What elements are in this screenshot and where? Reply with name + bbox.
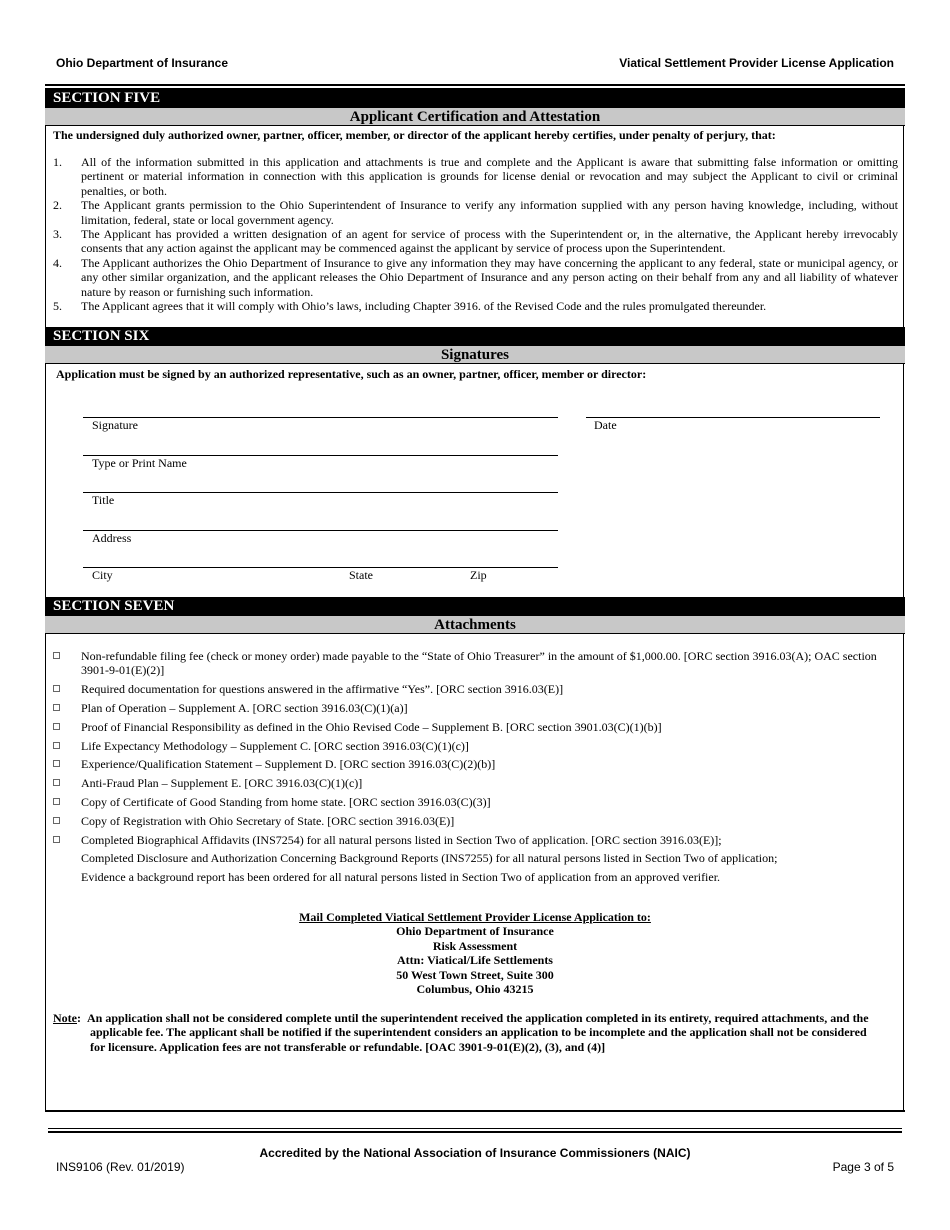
date-line[interactable] [586,417,880,418]
certification-list [53,155,898,313]
attachment-item [53,739,898,753]
date-label: Date [594,418,617,432]
footer-page-number: Page 3 of 5 [832,1160,894,1174]
bottom-frame-rule [45,1110,905,1112]
attachment-text: Completed Disclosure and Authorization Concerning Background Reports (INS7255) for all natural persons listed in Section Two of application; [81,851,778,866]
note-block: Note: An application shall not be considered complete until the superintendent received the application completed in its entirety, required attachments, and the applicable fee. The applicant shall be notified if the superintendent considers an application to be incomplete and the application shall not be considered for licensure. Application fees are not transferable or refundable. [OAC 3901-9-01(E)(2), (3), and (4)] [53,1011,869,1054]
attachment-item [53,776,898,790]
attachment-text: Copy of Registration with Ohio Secretary of State. [ORC section 3916.03(E)] [81,813,455,828]
city-label: City [92,568,113,582]
mailing-heading: Mail Completed Viatical Settlement Provider License Application to: [299,910,651,924]
attachment-item [53,701,898,715]
attachment-item [53,682,898,696]
attachments-list [53,649,898,889]
address-label: Address [92,531,132,545]
section-five-intro: The undersigned duly authorized owner, partner, officer, member, or director of the applicant hereby certifies, under penalty of perjury, that: [53,128,776,142]
certification-text: The Applicant has provided a written designation of an agent for service of process with the Superintendent or, in the alternative, the Applicant hereby irrevocably consents that any action against the applicant may be commenced against the applicant by service of process upon the Superintendent. [81,227,898,256]
title-label: Title [92,493,115,507]
attachment-checkbox[interactable] [53,836,60,843]
attachment-text: Completed Biographical Affidavits (INS7254) for all natural persons listed in Section Two of application. [ORC section 3916.03(E)]; [81,832,722,847]
section-five-bar: SECTION FIVE [45,89,905,108]
attachment-checkbox[interactable] [53,798,60,805]
zip-label: Zip [470,568,487,582]
attachment-item [53,833,898,847]
attachment-text: Copy of Certificate of Good Standing from home state. [ORC section 3916.03(C)(3)] [81,794,491,809]
certification-item [53,198,898,227]
mailing-address-line: Ohio Department of Insurance [396,924,554,939]
attachment-item [53,814,898,828]
attachment-checkbox[interactable] [53,760,60,767]
city-state-zip-line[interactable] [83,567,558,568]
address-line[interactable] [83,530,558,531]
header-rule [45,84,905,86]
section-seven-bar: SECTION SEVEN [45,597,905,616]
certification-number: 1. [53,155,62,169]
signature-line[interactable] [83,417,558,418]
attachment-item [53,720,898,734]
attachment-text: Anti-Fraud Plan – Supplement E. [ORC 3916.03(C)(1)(c)] [81,776,363,791]
header-form-title: Viatical Settlement Provider License Application [619,56,894,70]
section-six-bar: SECTION SIX [45,327,905,346]
attachment-text: Proof of Financial Responsibility as defined in the Ohio Revised Code – Supplement B. [ORC section 3901.03(C)(1)(b)] [81,719,662,734]
certification-number: 3. [53,227,62,242]
certification-number: 2. [53,198,62,213]
footer-rule [48,1131,902,1133]
attachment-checkbox[interactable] [53,685,60,692]
attachment-item [53,757,898,771]
certification-item [53,227,898,256]
section-five-title: Applicant Certification and Attestation [45,108,905,126]
note-text: An application shall not be considered complete until the superintendent received the application completed in its entirety, required attachments, and the applicable fee. The applicant shall be notified if the superintendent considers an application to be incomplete and the application shall not be considered for licensure. Application fees are not transferable or refundable. [OAC 3901-9-01(E)(2), (3), and (4)] [87,1011,869,1054]
attachment-checkbox[interactable] [53,704,60,711]
section-seven-title: Attachments [45,616,905,634]
attachment-item [53,795,898,809]
note-label: Note [53,1011,77,1025]
title-line[interactable] [83,492,558,493]
certification-item [53,155,898,198]
attachment-checkbox[interactable] [53,742,60,749]
mailing-address-line: Columbus, Ohio 43215 [416,982,534,997]
certification-text: The Applicant grants permission to the Ohio Superintendent of Insurance to verify any information supplied with any person having knowledge, including, without limitation, federal, state or local government agency. [81,198,898,227]
attachment-checkbox[interactable] [53,723,60,730]
signature-label: Signature [92,418,138,432]
mailing-address-line: Risk Assessment [432,938,518,953]
footer-accreditation: Accredited by the National Association of Insurance Commissioners (NAIC) [259,1146,691,1160]
attachment-text: Experience/Qualification Statement – Supplement D. [ORC section 3916.03(C)(2)(b)] [81,757,496,772]
attachment-text: Life Expectancy Methodology – Supplement C. [ORC section 3916.03(C)(1)(c)] [81,738,469,753]
certification-number: 4. [53,255,62,270]
attachment-checkbox[interactable] [53,779,60,786]
attachment-item [53,649,898,678]
state-label: State [349,568,373,582]
certification-text: The Applicant agrees that it will comply with Ohio’s laws, including Chapter 3916. of the Revised Code and the rules promulgated thereunder. [81,299,767,314]
attachment-text: Required documentation for questions answered in the affirmative “Yes”. [ORC section 3916.03(E)] [81,682,564,697]
certification-item [53,299,898,313]
certification-number: 5. [53,299,62,314]
section-six-title: Signatures [45,346,905,364]
certification-item [53,256,898,299]
mailing-address-line: 50 West Town Street, Suite 300 [396,967,554,982]
attachment-text: Plan of Operation – Supplement A. [ORC section 3916.03(C)(1)(a)] [81,701,408,715]
mailing-block [45,910,905,996]
attachment-item [53,870,898,884]
mailing-address-line: Attn: Viatical/Life Settlements [397,953,553,968]
certification-text: All of the information submitted in this application and attachments is true and complete and the Applicant is aware that submitting false information or omitting pertinent or material information in connection with this application is grounds for license denial or revocation and may subject the Applicant to civil or criminal penalties, or both. [81,155,898,198]
section-six-intro: Application must be signed by an authorized representative, such as an owner, partner, officer, member or director: [56,367,647,381]
certification-text: The Applicant authorizes the Ohio Department of Insurance to give any information they may have concerning the applicant to any federal, state or municipal agency, or any other similar organization, and the applicant releases the Ohio Department of Insurance and any person acting on their behalf from any and all liability of whatever nature by reason or furnishing such information. [81,255,898,299]
attachment-text: Non-refundable filing fee (check or money order) made payable to the “State of Ohio Treasurer” in the amount of $1,000.00. [ORC section 3916.03(A); OAC section 3901-9-01(E)(2)] [81,649,877,678]
attachment-item [53,851,898,865]
footer-rule-thin [48,1128,902,1129]
footer-form-number: INS9106 (Rev. 01/2019) [56,1160,185,1174]
attachment-checkbox[interactable] [53,817,60,824]
print-name-label: Type or Print Name [92,456,187,470]
attachment-checkbox[interactable] [53,652,60,659]
header-agency: Ohio Department of Insurance [56,56,229,70]
attachment-text: Evidence a background report has been ordered for all natural persons listed in Section Two of application from an approved verifier. [81,870,721,885]
